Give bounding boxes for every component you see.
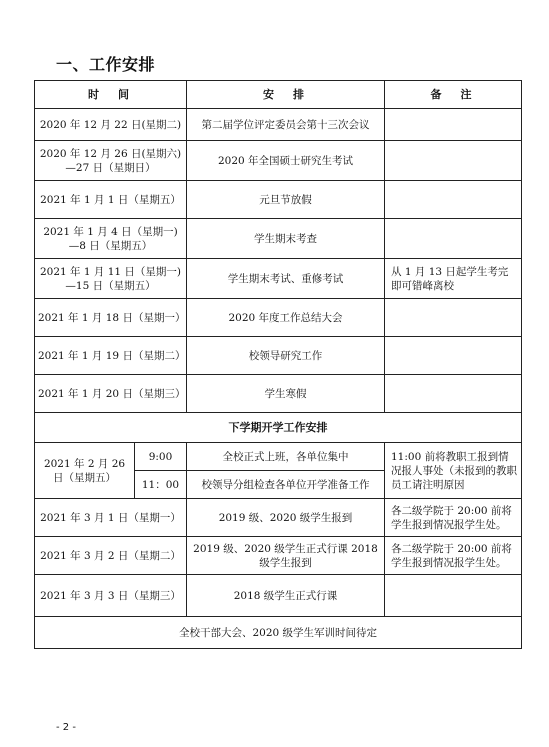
table-row [35, 259, 522, 299]
row-time: 2021 年 1 月 19 日（星期二） [35, 337, 187, 375]
row-arrangement: 2020 年全国硕士研究生考试 [187, 141, 385, 181]
row-arrangement: 学生期末考试、重修考试 [187, 259, 385, 299]
opening-clock: 11：00 [135, 471, 187, 499]
header-time: 时 间 [35, 81, 187, 109]
row-remarks [385, 181, 522, 219]
row-remarks [385, 299, 522, 337]
opening-date: 2021 年 2 月 26 日（星期五） [35, 443, 135, 499]
row-remarks [385, 109, 522, 141]
row-time: 2021 年 1 月 18 日（星期一） [35, 299, 187, 337]
row-time: 2021 年 3 月 2 日（星期二） [35, 537, 187, 575]
row-remarks: 各二级学院于 20:00 前将学生报到情况报学生处。 [385, 537, 522, 575]
row-time: 2021 年 1 月 11 日（星期一) —15 日（星期五） [35, 259, 187, 299]
header-remarks: 备 注 [385, 81, 522, 109]
table-row [35, 337, 522, 375]
row-remarks: 从 1 月 13 日起学生考完即可错峰离校 [385, 259, 522, 299]
table-row [35, 181, 522, 219]
footer-note-row [35, 617, 522, 649]
table-row [35, 299, 522, 337]
table-row [35, 141, 522, 181]
row-time: 2021 年 1 月 1 日（星期五） [35, 181, 187, 219]
table-row [35, 109, 522, 141]
table-row [35, 375, 522, 413]
row-time: 2020 年 12 月 22 日(星期二) [35, 109, 187, 141]
table-row [35, 537, 522, 575]
row-remarks [385, 375, 522, 413]
section-title: 下学期开学工作安排 [35, 413, 522, 443]
table-row [35, 443, 522, 471]
row-remarks [385, 219, 522, 259]
section-heading: 一、工作安排 [56, 55, 156, 74]
opening-arrangement: 全校正式上班，各单位集中 [187, 443, 385, 471]
table-row [35, 575, 522, 617]
table-row [35, 499, 522, 537]
table-header-row [35, 81, 522, 109]
row-time: 2021 年 3 月 1 日（星期一） [35, 499, 187, 537]
row-arrangement: 校领导研究工作 [187, 337, 385, 375]
opening-clock: 9:00 [135, 443, 187, 471]
work-schedule-table [34, 80, 522, 649]
row-arrangement: 第二届学位评定委员会第十三次会议 [187, 109, 385, 141]
row-time: 2021 年 1 月 4 日（星期一) —8 日（星期五） [35, 219, 187, 259]
row-arrangement: 2019 级、2020 级学生正式行课 2018 级学生报到 [187, 537, 385, 575]
row-arrangement: 2019 级、2020 级学生报到 [187, 499, 385, 537]
row-remarks [385, 337, 522, 375]
opening-remarks: 11:00 前将教职工报到情况报人事处（未报到的教职员工请注明原因 [385, 443, 522, 499]
header-arrangement: 安 排 [187, 81, 385, 109]
row-time: 2021 年 1 月 20 日（星期三） [35, 375, 187, 413]
row-arrangement: 学生期末考查 [187, 219, 385, 259]
row-arrangement: 2018 级学生正式行课 [187, 575, 385, 617]
row-time: 2020 年 12 月 26 日(星期六) —27 日（星期日） [35, 141, 187, 181]
opening-arrangement: 校领导分组检查各单位开学准备工作 [187, 471, 385, 499]
row-remarks [385, 575, 522, 617]
footer-note: 全校干部大会、2020 级学生军训时间待定 [35, 617, 522, 649]
row-arrangement: 元旦节放假 [187, 181, 385, 219]
section-title-row [35, 413, 522, 443]
row-arrangement: 2020 年度工作总结大会 [187, 299, 385, 337]
row-remarks [385, 141, 522, 181]
page-number: - 2 - [56, 722, 76, 733]
row-arrangement: 学生寒假 [187, 375, 385, 413]
table-row [35, 219, 522, 259]
row-time: 2021 年 3 月 3 日（星期三） [35, 575, 187, 617]
row-remarks: 各二级学院于 20:00 前将学生报到情况报学生处。 [385, 499, 522, 537]
